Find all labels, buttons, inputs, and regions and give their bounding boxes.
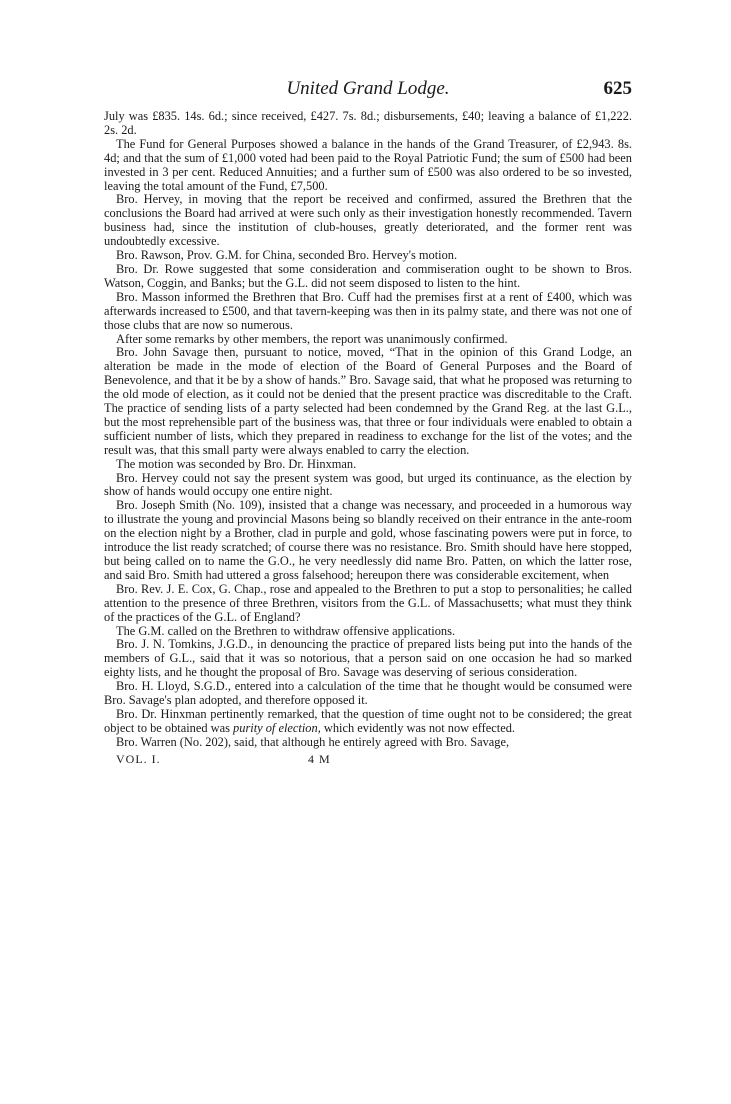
volume-label: VOL. I.: [116, 751, 161, 766]
paragraph: Bro. Masson informed the Brethren that Bro. Cuff had the premises first at a rent of £400, which was afterwards increased to £500, and that tavern-keeping was then in its palmy state, and there was not one of those clubs that are now so numerous.: [104, 289, 632, 332]
page-header: [104, 78, 632, 104]
paragraph: Bro. Rawson, Prov. G.M. for China, seconded Bro. Hervey's motion.: [116, 248, 458, 263]
paragraph: Bro. Joseph Smith (No. 109), insisted that a change was necessary, and proceeded in a humorous way to illustrate the young and provincial Masons being so blandly received on their entrance in the ante-room on the election night by a Brother, clad in purple and gold, whose fascinating powers were put in force, to introduce the list ready scratched; of course there was no resistance. Bro. Smith should have here stopped, but being called on to name the G.O., he very needlessly did name Bro. Patten, on which the latter rose, and said Bro. Smith had uttered a gross falsehood; hereupon there was considerable excitement, when: [104, 498, 632, 582]
page-number: 625: [603, 78, 632, 99]
paragraph: After some remarks by other members, the report was unanimously confirmed.: [116, 331, 508, 346]
paragraph: Bro. J. N. Tomkins, J.G.D., in denouncing the practice of prepared lists being put into the hands of the members of G.L., said that it was so notorious, that a person said on one occasion he had so marked eighty lists, and he thought the proposal of Bro. Savage was deserving of serious consideration.: [104, 637, 632, 680]
paragraph: Bro. John Savage then, pursuant to notice, moved, “That in the opinion of this Grand Lodge, an alteration be made in the mode of election of the Board of General Purposes and the Board of Benevolence, and that it be by a show of hands.” Bro. Savage said, that what he proposed was returning to the old mode of election, as it could not be denied that the present practice was discreditable to the Craft. The practice of sending lists of a party selected had been condemned by the Grand Reg. at the last G.L., but the most reprehensible part of the business was, that three or four individuals were enabled to obtain a sufficient number of lists, which they prepared in readiness to exchange for the list of the votes; and the result was, that this small party were always enabled to carry the election.: [104, 345, 632, 457]
paragraph-text: Bro. Dr. Hinxman pertinently remarked, that the question of time ought not to be considered; the great object to be obtained was: [104, 706, 632, 735]
document-page: [104, 78, 632, 768]
paragraph: The motion was seconded by Bro. Dr. Hinxman.: [116, 456, 357, 471]
paragraph-text: which evidently was not now effected.: [323, 720, 515, 735]
paragraph: July was £835. 14s. 6d.; since received, £427. 7s. 8d.; disbursements, £40; leaving a balance of £1,222. 2s. 2d.: [104, 109, 632, 137]
paragraph: Bro. Warren (No. 202), said, that although he entirely agreed with Bro. Savage,: [116, 734, 510, 749]
italic-phrase: purity of election,: [233, 720, 321, 735]
paragraph: The G.M. called on the Brethren to withdraw offensive applications.: [116, 623, 456, 638]
page-footer: [104, 752, 632, 768]
signature-mark: 4 M: [308, 751, 331, 766]
paragraph: Bro. Hervey, in moving that the report be received and confirmed, assured the Brethren that the conclusions the Board had arrived at were such only as their investigation honestly recommended. Tavern business had, since the institution of club-houses, greatly deteriorated, and the former rent was undoubtedly excessive.: [104, 192, 632, 249]
paragraph: Bro. H. Lloyd, S.G.D., entered into a calculation of the time that he thought would be consumed were Bro. Savage's plan adopted, and therefore opposed it.: [104, 679, 632, 708]
paragraph: Bro. Dr. Rowe suggested that some consideration and commiseration ought to be shown to Bros. Watson, Coggin, and Banks; but the G.L. did not seem disposed to listen to the hint.: [104, 261, 632, 290]
running-title: United Grand Lodge.: [286, 78, 450, 99]
paragraph: The Fund for General Purposes showed a balance in the hands of the Grand Treasurer, of £2,943. 8s. 4d; and that the sum of £1,000 voted had been paid to the Royal Patriotic Fund; the sum of £500 had been invested in 3 per cent. Reduced Annuities; and a further sum of £500 was also ordered to be so invested, leaving the total amount of the Fund, £7,500.: [104, 136, 632, 193]
body-text: [104, 110, 632, 750]
paragraph: [104, 708, 632, 736]
paragraph: Bro. Rev. J. E. Cox, G. Chap., rose and appealed to the Brethren to put a stop to personalities; he called attention to the presence of three Brethren, visitors from the G.L. of Massachusetts; what must they think of the practices of the G.L. of England?: [104, 581, 632, 624]
paragraph: Bro. Hervey could not say the present system was good, but urged its continuance, as the election by show of hands would occupy one entire night.: [104, 470, 632, 499]
